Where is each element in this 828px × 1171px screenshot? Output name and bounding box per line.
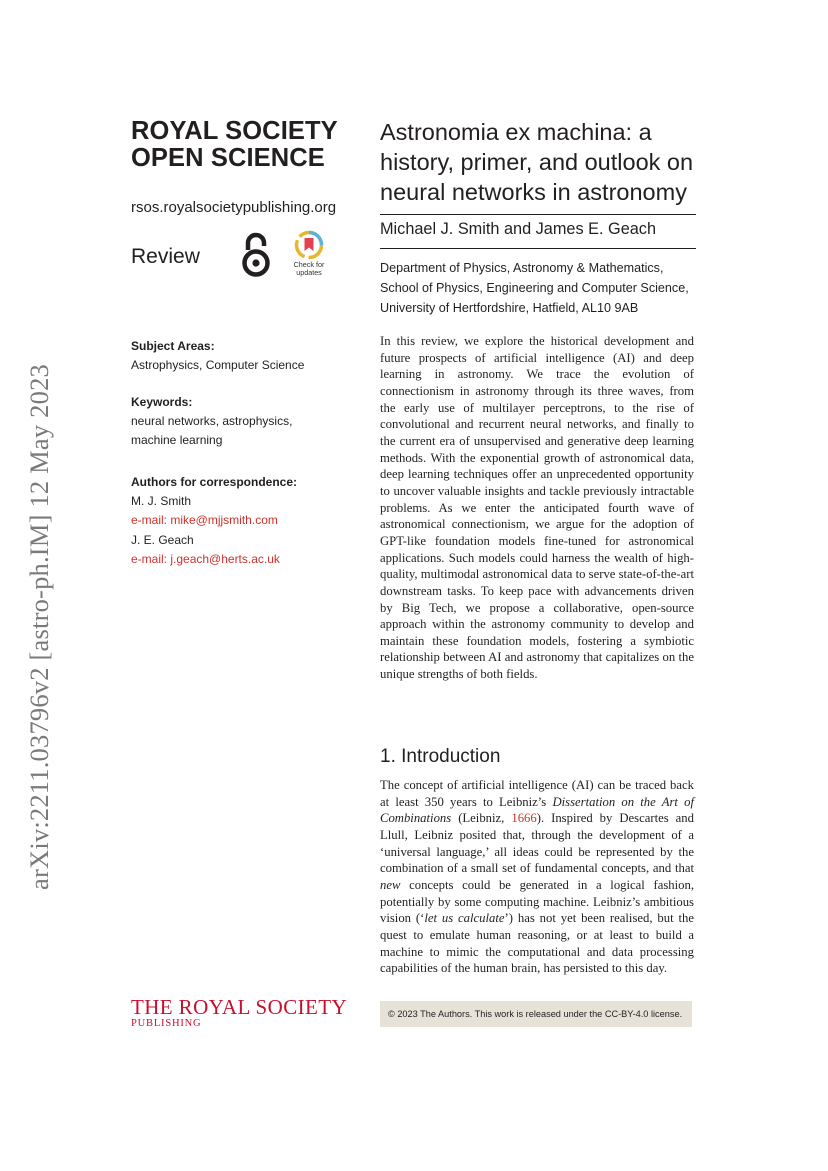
section-heading-introduction: 1. Introduction <box>380 746 501 767</box>
author2-email-link[interactable]: e-mail: j.geach@herts.ac.uk <box>131 552 280 566</box>
journal-name-line2: OPEN SCIENCE <box>131 144 325 172</box>
article-type-label: Review <box>131 245 200 268</box>
intro-italic-title: Dissertation on the Art of Combinations <box>380 794 694 826</box>
license-text: © 2023 The Authors. This work is released under the CC-BY-4.0 license. <box>388 1009 683 1019</box>
author-affiliation <box>380 258 689 318</box>
title-line1: Astronomia ex machina: a <box>380 119 652 145</box>
subject-areas-heading: Subject Areas: <box>131 339 215 353</box>
intro-italic-quote: let us calculate <box>424 911 505 926</box>
affiliation-line2: School of Physics, Engineering and Computer Science, <box>380 281 689 295</box>
check-updates-line1: Check for <box>293 260 325 269</box>
keywords-line1: neural networks, astrophysics, <box>131 414 293 428</box>
check-for-updates-icon <box>294 230 324 260</box>
journal-url-link[interactable]: rsos.royalsocietypublishing.org <box>131 199 337 216</box>
intro-italic-new: new <box>380 877 401 892</box>
arxiv-identifier-stamp: arXiv:2211.03796v2 [astro-ph.IM] 12 May 2023 <box>24 364 54 890</box>
keywords-line2: machine learning <box>131 433 223 447</box>
affiliation-line3: University of Hertfordshire, Hatfield, AL10 9AB <box>380 301 639 315</box>
title-divider <box>380 214 696 215</box>
title-line2: history, primer, and outlook on <box>380 149 694 175</box>
check-for-updates-badge[interactable] <box>289 230 329 276</box>
publisher-logo <box>131 996 347 1030</box>
introduction-paragraph <box>380 777 694 977</box>
intro-text-2: (Leibniz, <box>451 811 512 826</box>
author1-email-link[interactable]: e-mail: mike@mjjsmith.com <box>131 513 278 527</box>
license-notice <box>380 1001 692 1027</box>
article-title <box>380 117 710 207</box>
title-line3: neural networks in astronomy <box>380 179 687 205</box>
intro-text-5: ’) has not yet been realised, but the quest to emulate human reasoning, or at least to build a machine to mimic the computational and data processing capabilities of the human brain, has persisted to this day. <box>380 911 694 976</box>
keywords-heading: Keywords: <box>131 395 193 409</box>
abstract-text: In this review, we explore the historical development and future prospects of artificial intelligence (AI) and deep learning in astronomy. We trace the evolution of connectionism in astronomy through its three waves, from the early use of multilayer perceptrons, to the rise of convolutional and recurrent neural networks, and finally to the current era of unsupervised and generative deep learning methods. With the exponential growth of astronomical data, deep learning techniques offer an unprecedented opportunity to uncover valuable insights and tackle previously intractable problems. As we enter the anticipated fourth wave of astronomical connectionism, we argue for the adoption of GPT-like foundation models fine-tuned for astronomical applications. Such models could harness the wealth of high-quality, multimodal astronomical data to serve state-of-the-art downstream tasks. To keep pace with advancements driven by Big Tech, we propose a collaborative, open-source approach within the astronomy community to develop and maintain these foundation models, fostering a symbiotic relationship between AI and astronomy that capitalizes on the unique strengths of both fields. <box>380 334 694 682</box>
intro-text-4: concepts could be generated in a logical fashion, potentially by some computing machine. Leibniz’s ambitious vision (‘ <box>380 877 694 926</box>
intro-text-1: The concept of artificial intelligence (AI) can be traced back at least 350 years to Leibniz’s <box>380 778 694 809</box>
open-access-icon <box>240 232 272 278</box>
citation-link[interactable]: 1666 <box>511 811 537 826</box>
check-updates-line2: updates <box>296 267 322 277</box>
subject-areas-value: Astrophysics, Computer Science <box>131 358 305 372</box>
author2-name: J. E. Geach <box>131 533 194 547</box>
authors-divider <box>380 248 696 249</box>
article-authors: Michael J. Smith and James E. Geach <box>380 220 656 238</box>
journal-name-line1: ROYAL SOCIETY <box>131 117 338 145</box>
journal-name <box>131 118 338 172</box>
publisher-logo-line1: THE ROYAL SOCIETY <box>131 995 348 1019</box>
intro-text-3: ). Inspired by Descartes and Llull, Leibniz posited that, through the development of a ‘universal language,’ all ideas could be represented by the combination of a small set of fundamental concepts, and that <box>380 811 694 876</box>
affiliation-line1: Department of Physics, Astronomy & Mathematics, <box>380 261 664 275</box>
publisher-logo-line2: PUBLISHING <box>131 1018 202 1029</box>
author1-name: M. J. Smith <box>131 494 192 508</box>
correspondence-heading: Authors for correspondence: <box>131 475 298 489</box>
